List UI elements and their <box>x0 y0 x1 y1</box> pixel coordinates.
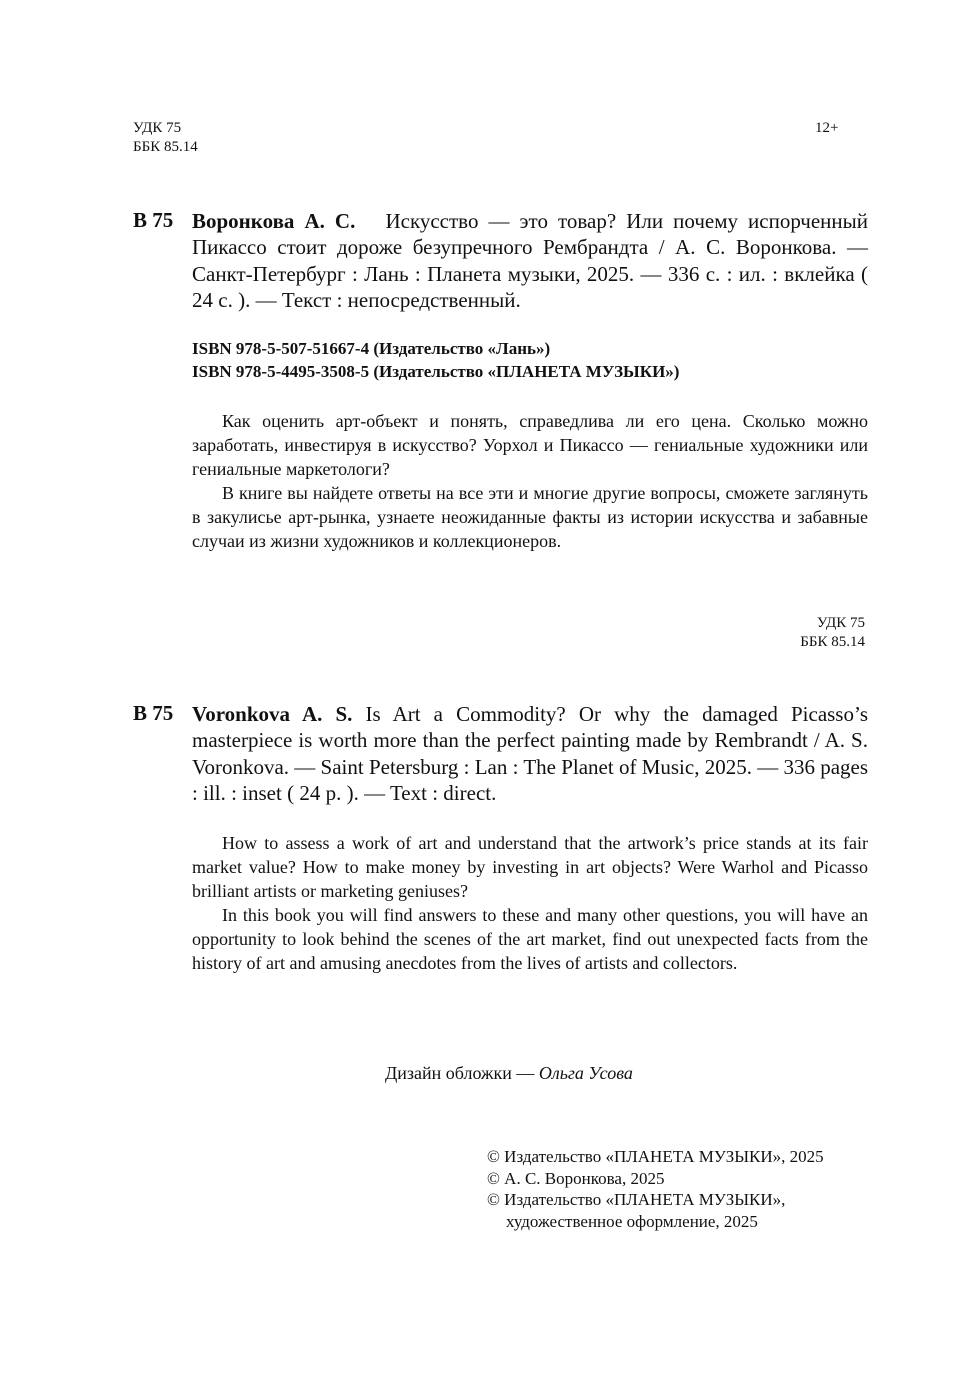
age-rating: 12+ <box>815 120 839 136</box>
en-annotation-paragraph: In this book you will find answers to these and many other questions, you will have an opportunity to look behind the scenes of the art market, find out unexpected facts from the history of art and amusing anecdotes from the lives of artists and collectors. <box>192 905 868 973</box>
cover-design-label: Дизайн обложки — <box>385 1063 539 1083</box>
en-author: Voronkova A. S. <box>192 702 353 726</box>
copyright-line: © А. С. Воронкова, 2025 <box>487 1168 665 1188</box>
cover-design-credit <box>385 1063 633 1084</box>
ru-record-code: В 75 <box>133 208 174 232</box>
isbn-planeta: ISBN 978-5-4495-3508-5 (Издательство «ПЛАНЕТА МУЗЫКИ») <box>192 362 680 381</box>
udk-code: УДК 75 <box>133 120 182 136</box>
en-record-code: B 75 <box>133 701 174 725</box>
copyright-line: © Издательство «ПЛАНЕТА МУЗЫКИ», <box>487 1190 786 1210</box>
ru-annotation-paragraph: В книге вы найдете ответы на все эти и многие другие вопросы, сможете заглянуть в закулисье арт-рынка, узнаете неожиданные факты из истории искусства и забавные случаи из жизни художников и коллекционеров. <box>192 483 868 551</box>
ru-annotation-paragraph: Как оценить арт-объект и понять, справедлива ли его цена. Сколько можно заработать, инвестируя в искусство? Уорхол и Пикассо — гениальные художники или гениальные маркетологи? <box>192 411 868 479</box>
ru-annotation <box>192 409 868 553</box>
isbn-list <box>192 337 679 383</box>
udk-code: УДК 75 <box>816 615 865 631</box>
copyright-line: © Издательство «ПЛАНЕТА МУЗЫКИ», 2025 <box>487 1147 824 1166</box>
en-description: Is Art a Commodity? Or why the damaged Picasso’s masterpiece is worth more than the perfect painting made by Rembrandt / A. S. Voronkova. — Saint Petersburg : Lan : The Planet of Music, 2025. — 336 pages : ill. : inset ( 24 p. ). — Text : direct. <box>192 702 869 805</box>
cover-designer: Ольга Усова <box>538 1063 633 1083</box>
copyright-block <box>487 1146 824 1233</box>
en-bibliographic-record <box>192 701 868 806</box>
bbk-code: ББК 85.14 <box>800 634 865 650</box>
isbn-lan: ISBN 978-5-507-51667-4 (Издательство «Лань») <box>192 339 551 358</box>
mid-classification <box>800 614 865 652</box>
ru-description: Искусство — это товар? Или почему испорченный Пикассо стоит дороже безупречного Рембрандта / А. С. Воронкова. — Санкт-Петербург : Лань : Планета музыки, 2025. — 336 с. : ил. : вклейка ( 24 с. ). — Текст : непосредственный. <box>192 209 869 312</box>
ru-bibliographic-record <box>192 208 868 313</box>
en-annotation-paragraph: How to assess a work of art and understand that the artwork’s price stands at its fair market value? How to make money by investing in art objects? Were Warhol and Picasso brilliant artists or marketing geniuses? <box>192 833 868 901</box>
en-annotation <box>192 831 868 975</box>
ru-author: Воронкова А. С. <box>192 209 356 233</box>
bbk-code: ББК 85.14 <box>133 139 198 155</box>
copyright-line: художественное оформление, 2025 <box>506 1212 758 1232</box>
header-classification <box>133 119 198 157</box>
